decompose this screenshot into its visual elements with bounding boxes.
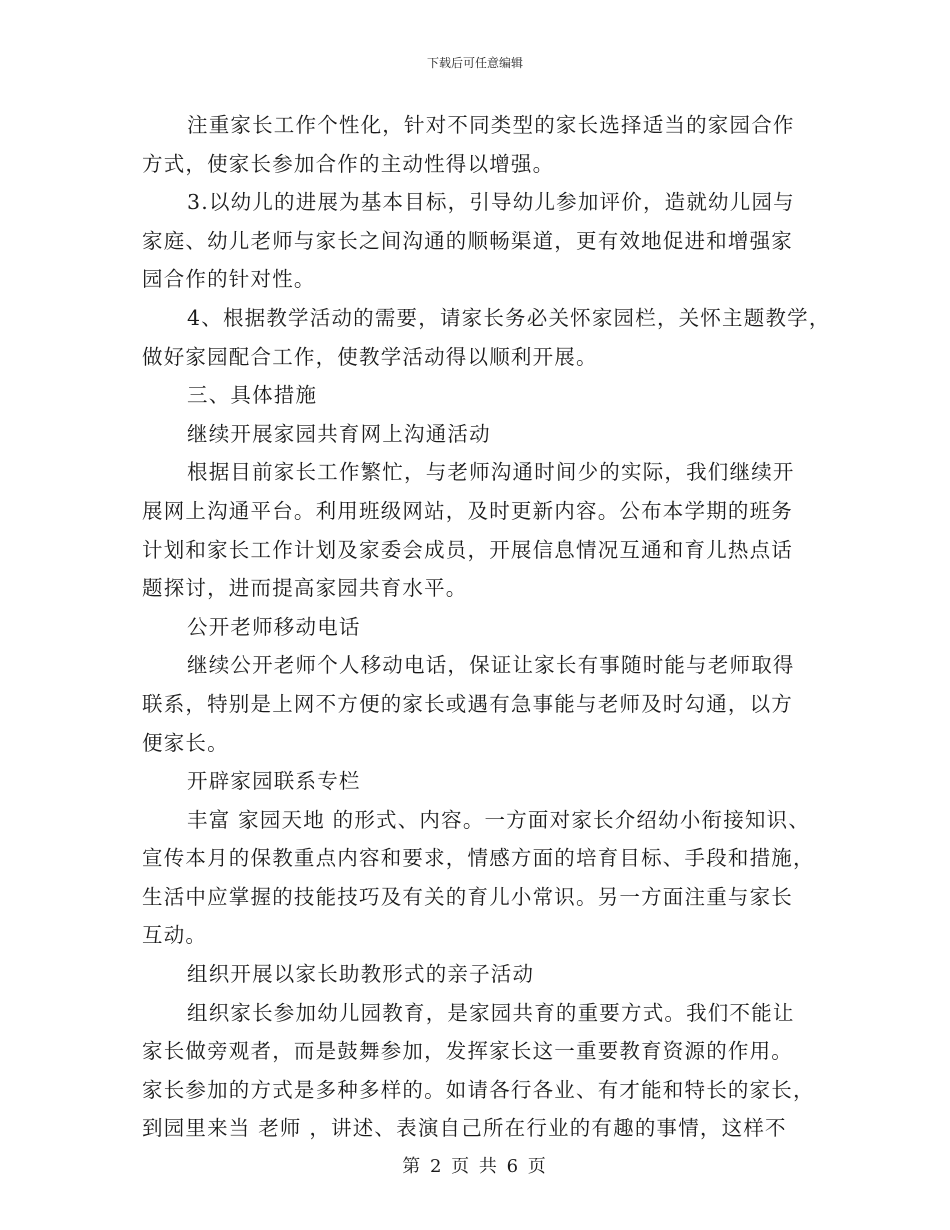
text-line: 生活中应掌握的技能技巧及有关的育儿小常识。另一方面注重与家长 bbox=[142, 884, 793, 909]
page-footer: 第 2 页 共 6 页 bbox=[402, 1156, 548, 1177]
text-line: 园合作的针对性。 bbox=[142, 267, 316, 292]
text-line: 题探讨，进而提高家园共育水平。 bbox=[142, 576, 468, 601]
text-line: 宣传本月的保教重点内容和要求，情感方面的培育目标、手段和措施， bbox=[142, 846, 815, 871]
text-line: 便家长。 bbox=[142, 730, 229, 755]
text-line: 家庭、幼儿老师与家长之间沟通的顺畅渠道，更有效地促进和增强家 bbox=[142, 228, 793, 253]
text-line: 继续开展家园共育网上沟通活动 bbox=[187, 421, 491, 446]
text-line: 互动。 bbox=[142, 923, 208, 948]
text-line: 继续公开老师个人移动电话，保证让家长有事随时能与老师取得 bbox=[187, 653, 795, 678]
text-line: 开辟家园联系专栏 bbox=[187, 769, 361, 794]
text-line: 组织开展以家长助教形式的亲子活动 bbox=[187, 962, 535, 987]
document-body bbox=[142, 106, 831, 1148]
text-line: 三、具体措施 bbox=[187, 383, 318, 408]
text-line: 组织家长参加幼儿园教育，是家园共育的重要方式。我们不能让 bbox=[187, 1000, 795, 1025]
text-line: 到园里来当 老师 ，讲述、表演自己所在行业的有趣的事情，这样不 bbox=[142, 1116, 787, 1141]
text-line: 注重家长工作个性化，针对不同类型的家长选择适当的家园合作 bbox=[187, 113, 795, 137]
text-line: 根据目前家长工作繁忙，与老师沟通时间少的实际，我们继续开 bbox=[187, 460, 795, 485]
text-line: 做好家园配合工作，使教学活动得以顺利开展。 bbox=[142, 344, 598, 369]
text-line: 方式，使家长参加合作的主动性得以增强。 bbox=[142, 151, 555, 176]
text-line: 丰富 家园天地 的形式、内容。一方面对家长介绍幼小衔接知识、 bbox=[187, 807, 811, 832]
text-line: 家长做旁观者，而是鼓舞参加，发挥家长这一重要教育资源的作用。 bbox=[142, 1039, 793, 1064]
text-line: 4、根据教学活动的需要，请家长务必关怀家园栏，关怀主题教学， bbox=[187, 305, 831, 330]
text-line: 计划和家长工作计划及家委会成员，开展信息情况互通和育儿热点话 bbox=[142, 537, 793, 562]
text-line: 公开老师移动电话 bbox=[187, 614, 361, 639]
text-line: 家长参加的方式是多种多样的。如请各行各业、有才能和特长的家长， bbox=[142, 1077, 815, 1102]
text-line: 联系，特别是上网不方便的家长或遇有急事能与老师及时勾通，以方 bbox=[142, 691, 793, 716]
text-line: 3.以幼儿的进展为基本目标，引导幼儿参加评价，造就幼儿园与 bbox=[187, 190, 795, 215]
text-line: 展网上沟通平台。利用班级网站，及时更新内容。公布本学期的班务 bbox=[142, 498, 793, 523]
page-header: 下载后可任意编辑 bbox=[426, 56, 523, 70]
